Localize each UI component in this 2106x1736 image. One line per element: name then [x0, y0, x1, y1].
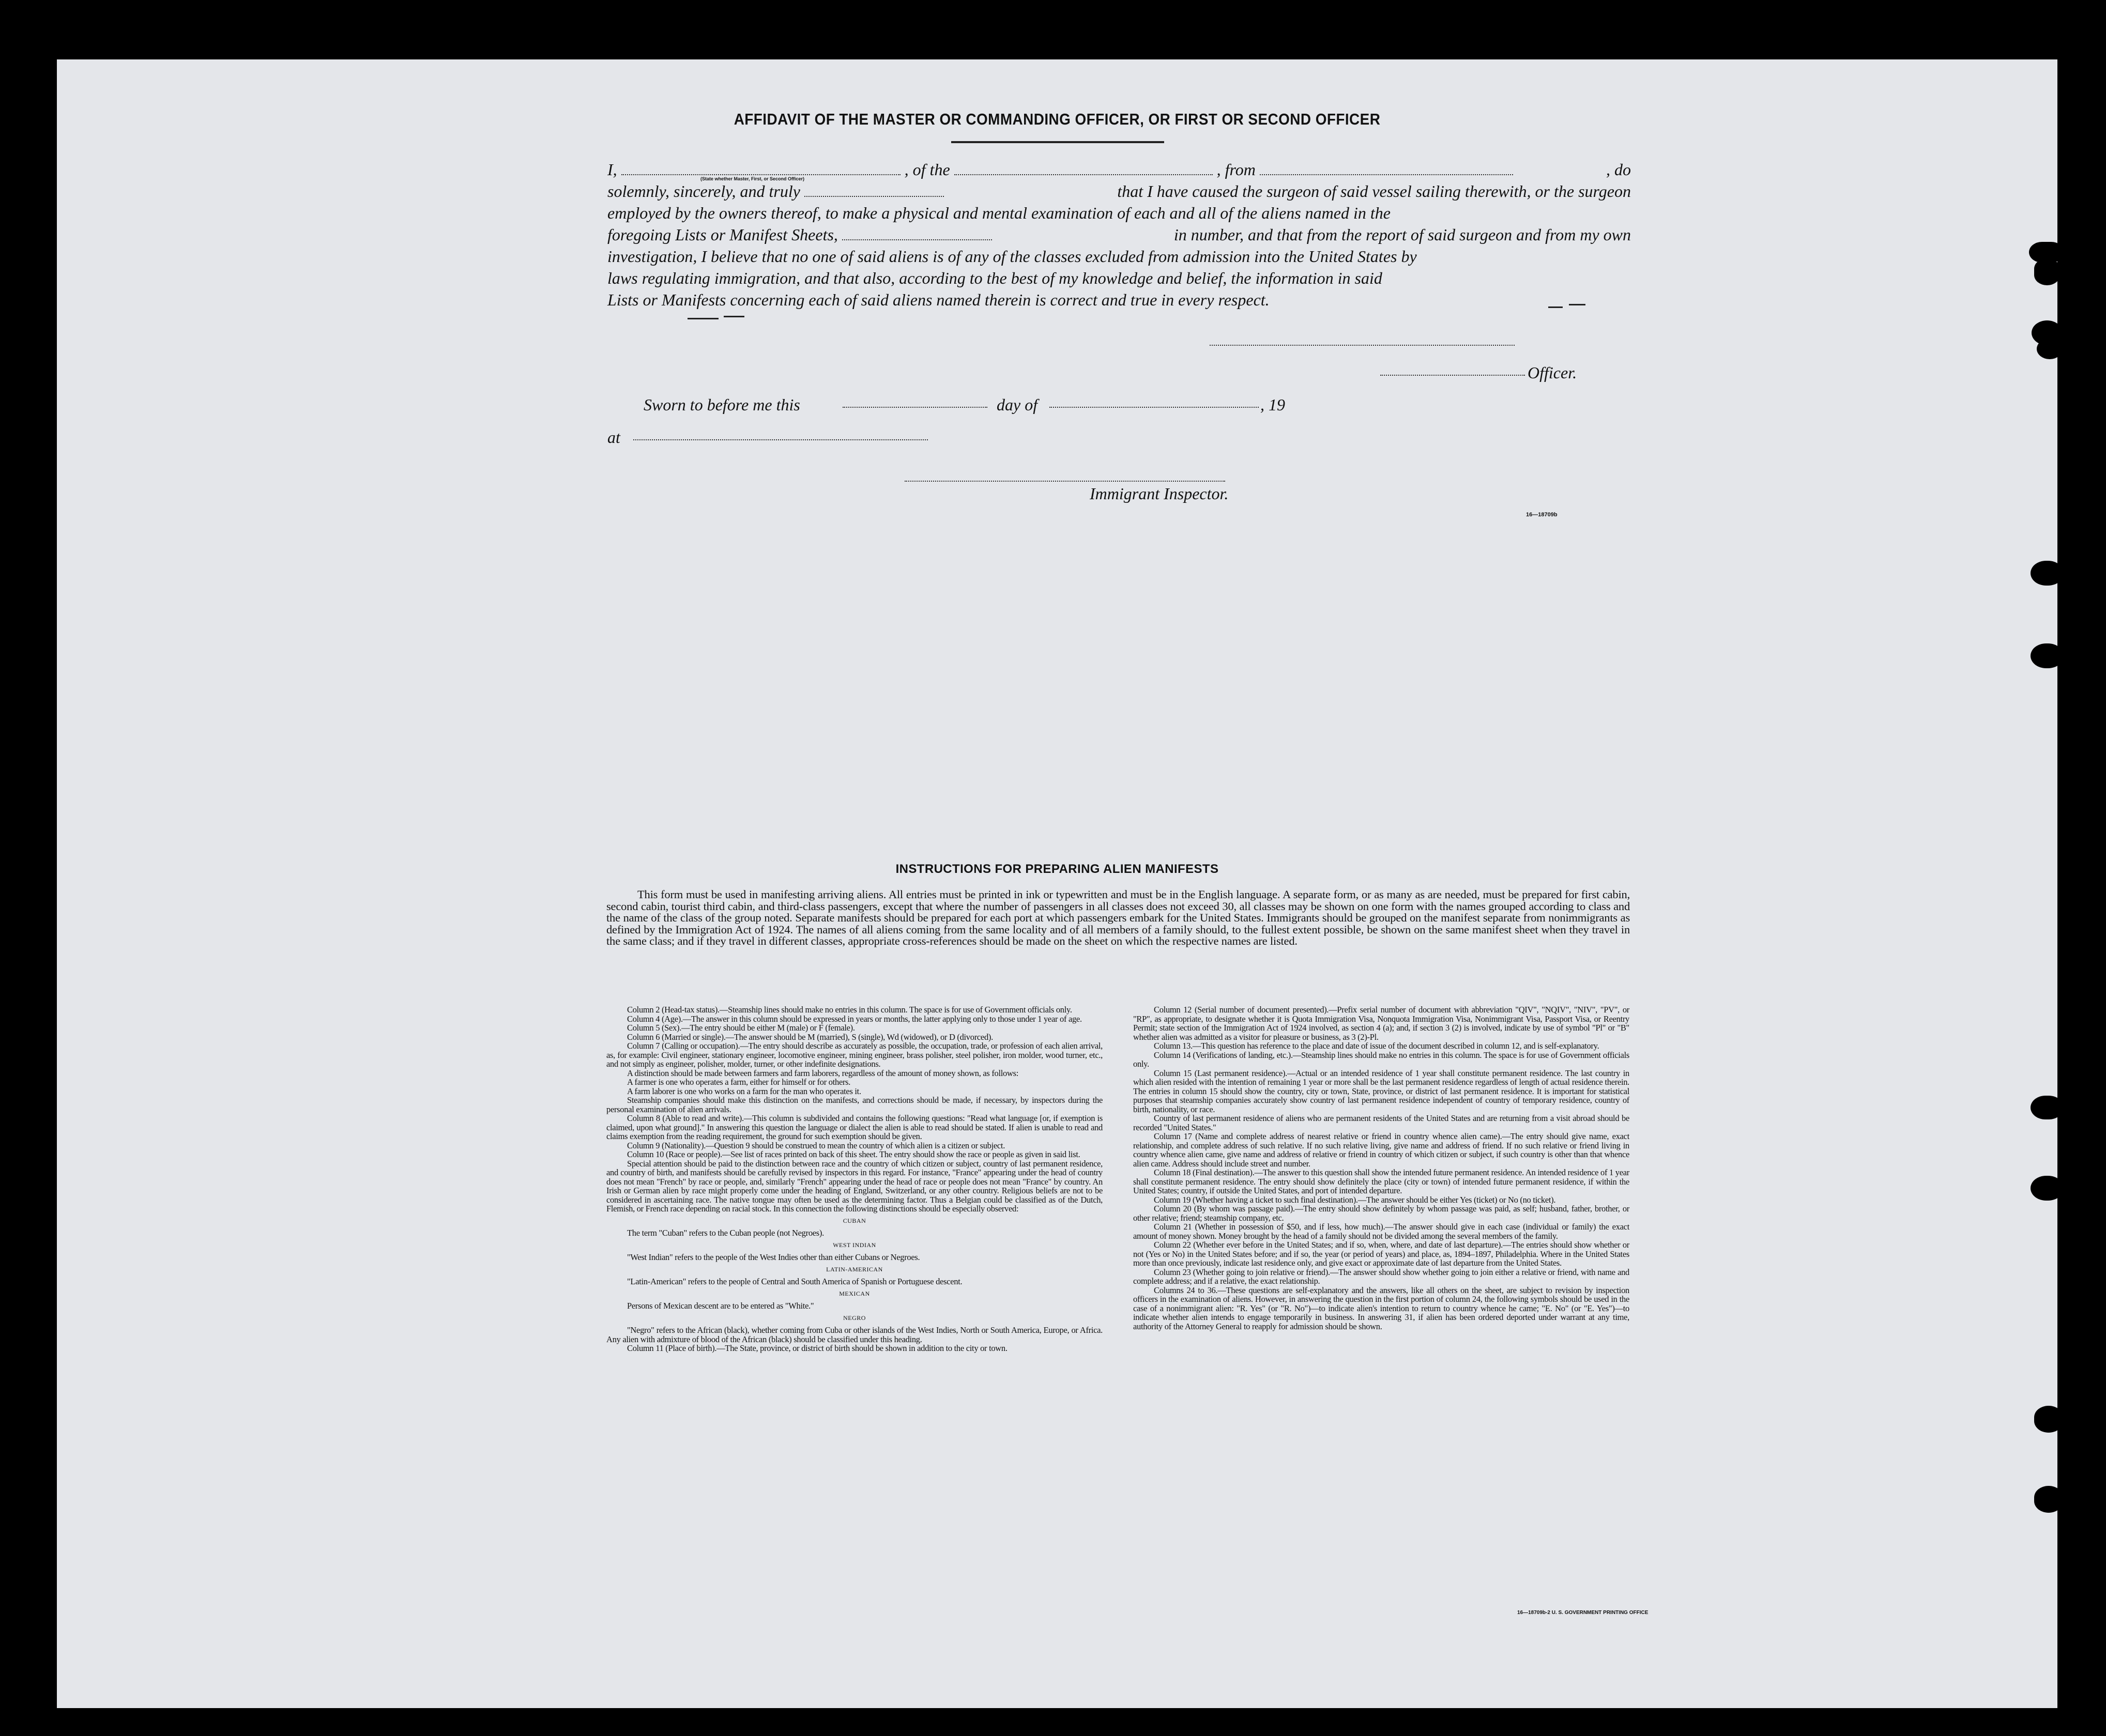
instruction-paragraph: Column 6 (Married or single).—The answer should be M (married), S (single), Wd (widowed), or D (divorced).: [627, 1032, 993, 1042]
cuban-text: The term "Cuban" refers to the Cuban people (not Negroes).: [627, 1228, 824, 1238]
instruction-paragraph: A distinction should be made between farmers and farm laborers, regardless of the amount of money shown, as follows:: [627, 1068, 1018, 1078]
affidavit-form-number: 16—18709b: [1526, 512, 1558, 518]
instruction-paragraph: A farm laborer is one who works on a farm for the man who operates it.: [627, 1086, 861, 1096]
form-sheet: [57, 59, 2057, 1708]
instruction-paragraph: Column 22 (Whether ever before in the United States; and if so, when, where, and date of last departure).—The entries should show whether or not (Yes or No) in the United States before; and if so, the year (or period of years) and place, as, 1894–1897, Philadelphia. Where in the United States more than once previously, indicate last residence only, and give exact or approximate date of last departure from the United States.: [1133, 1240, 1629, 1268]
instructions-title: INSTRUCTIONS FOR PREPARING ALIEN MANIFESTS: [895, 862, 1219, 876]
aff-in-number-text: in number, and that from the report of said surgeon and from my own: [1173, 225, 1631, 244]
affidavit-line-4: [607, 224, 1631, 245]
vessel-field[interactable]: [954, 161, 1213, 175]
instruction-paragraph: Steamship companies should make this distinction on the manifests, and corrections should be made, if necessary, by inspectors during the personal examination of alien arrivals.: [606, 1095, 1103, 1114]
aff-i-text: I,: [607, 160, 617, 179]
punch-hole: [2034, 1406, 2063, 1433]
pen-mark: [688, 318, 719, 319]
affidavit-line-3: [607, 202, 1631, 224]
instruction-paragraph: Column 2 (Head-tax status).—Steamship lines should make no entries in this column. The space is for use of Government officials only.: [627, 1005, 1072, 1015]
sworn-label: Sworn to before me this: [644, 395, 800, 414]
title-rule: [951, 141, 1164, 143]
sworn-month-field[interactable]: [1049, 407, 1259, 408]
officer-rank-field[interactable]: [621, 161, 901, 175]
aff-from-text: , from: [1216, 160, 1256, 179]
negro-heading: NEGRO: [843, 1314, 866, 1322]
affidavit-title: AFFIDAVIT OF THE MASTER OR COMMANDING OFFICER, OR FIRST OR SECOND OFFICER: [734, 110, 1381, 128]
negro-text: "Negro" refers to the African (black), whether coming from Cuba or other islands of the West Indies, North or South America, Europe, or Africa. Any alien with admixture of blood of the African (black) should be classified under this heading.: [606, 1325, 1103, 1344]
instructions-left-column: [606, 1005, 1103, 1353]
day-of-label: day of: [997, 395, 1038, 414]
from-port-field[interactable]: [1260, 161, 1513, 175]
aff-line-6-text: laws regulating immigration, and that also, according to the best of my knowledge and belief, the information in said: [607, 269, 1382, 287]
aff-lists-text: foregoing Lists or Manifest Sheets,: [607, 225, 838, 244]
punch-hole: [2034, 258, 2060, 285]
affidavit-line-5: [607, 245, 1631, 267]
at-label: at: [607, 428, 620, 447]
instruction-paragraph: Column 17 (Name and complete address of nearest relative or friend in country whence alien came).—The entry should give name, exact relationship, and complete address of such relative. If no such relative living, give name and address of friend. If no such relative or friend living in country whence alien came, give name and address of relative or friend in country of which citizen or subject, if such country is other than that whence alien came. Address should include street and number.: [1133, 1131, 1629, 1169]
aff-line-7-text: Lists or Manifests concerning each of said aliens named therein is correct and true in every respect.: [607, 290, 1270, 309]
sworn-day-field[interactable]: [843, 407, 987, 408]
column-11-text: Column 11 (Place of birth).—The State, province, or district of birth should be shown in addition to the city or town.: [627, 1343, 1008, 1353]
instruction-paragraph: Column 7 (Calling or occupation).—The entry should describe as accurately as possible, the occupation, trade, or profession of each alien arrival, as, for example: Civil engineer, stationary engineer, locomotive engineer, mining engineer, brass polisher, steel polisher, iron molder, wood turner, etc., and not simply as engineer, polisher, molder, turner, or other indefinite designations.: [606, 1041, 1103, 1069]
aff-do-text: , do: [1606, 160, 1631, 179]
aff-surgeon-text: that I have caused the surgeon of said vessel sailing therewith, or the surgeon: [1117, 182, 1631, 201]
instruction-paragraph: Column 13.—This question has reference to the place and date of issue of the document described in column 12, and is self-explanatory.: [1154, 1041, 1599, 1051]
instruction-paragraph: Column 15 (Last permanent residence).—Actual or an intended residence of 1 year shall constitute permanent residence. The last country in which alien resided with the intention of remaining 1 year or more shall be the last permanent residence regardless of length of actual residence therein. The entries in column 15 should show the country, city or town, State, province, or district of last permanent residence. It is important for statistical purposes that steamship companies accurately show country of last permanent residence independent of country of temporary residence, country of birth, nationality, or race.: [1133, 1068, 1629, 1114]
year-prefix-label: , 19: [1260, 395, 1285, 414]
instruction-paragraph: Special attention should be paid to the distinction between race and the country of which citizen or subject, country of last permanent residence, and country of birth, and manifests should be carefully revised by inspectors in this regard. For instance, "France" appearing under the head of country does not mean "French" by race or people, and, similarly "French" appearing under the head of race or people does not mean "France" by country. An Irish or German alien by race might properly come under the heading of England, Switzerland, or any other country. Religious beliefs are not to be considered in ascertaining race. The native tongue may often be used as the determining factor. Thus a Belgian could be classified as of the Dutch, Flemish, or French race depending on racial stock. In this connection the following distinctions should be especially observed:: [606, 1158, 1103, 1213]
pen-mark: [724, 316, 744, 317]
mexican-text: Persons of Mexican descent are to be entered as "White.": [627, 1301, 814, 1311]
affidavit-line-7: [607, 289, 1631, 311]
mexican-heading: MEXICAN: [839, 1289, 870, 1297]
aff-line-5-text: investigation, I believe that no one of said aliens is of any of the classes excluded from admission into the United States by: [607, 247, 1417, 266]
swear-or-affirm-field[interactable]: [804, 182, 944, 197]
pen-mark: [1569, 304, 1585, 305]
instructions-right-column: [1133, 1005, 1629, 1331]
instruction-paragraph: Column 14 (Verifications of landing, etc.).—Steamship lines should make no entries in this column. The space is for use of Government officials only.: [1133, 1050, 1629, 1069]
sworn-place-field[interactable]: [633, 439, 928, 440]
officer-label: Officer.: [1528, 363, 1577, 382]
instruction-paragraph: Column 18 (Final destination).—The answer to this question shall show the intended future permanent residence. An intended residence of 1 year shall constitute permanent residence. The entry should show definitely the place (city or town) of intended future permanent residence, if within the United States; country, if outside the United States, and port of intended departure.: [1133, 1167, 1629, 1195]
instruction-paragraph: Column 23 (Whether going to join relative or friend).—The answer should show whether going to join either a relative or friend, with name and complete address; and if a relative, the exact relationship.: [1133, 1267, 1629, 1286]
inspector-label: Immigrant Inspector.: [1090, 484, 1229, 503]
instruction-paragraph: Column 9 (Nationality).—Question 9 should be construed to mean the country of which alien is a citizen or subject.: [627, 1140, 1005, 1150]
aff-of-the-text: , of the: [904, 160, 950, 179]
latin-american-heading: LATIN-AMERICAN: [826, 1265, 883, 1273]
punch-hole: [2037, 339, 2063, 359]
pen-mark: [1548, 306, 1563, 308]
west-indian-heading: WEST INDIAN: [833, 1241, 876, 1249]
cuban-heading: CUBAN: [843, 1217, 866, 1224]
instruction-paragraph: Column 19 (Whether having a ticket to such final destination).—The answer should be either Yes (ticket) or No (no ticket).: [1154, 1194, 1556, 1205]
instructions-footer: 16—18709b-2 U. S. GOVERNMENT PRINTING OFFICE: [1517, 1610, 1649, 1616]
instruction-paragraph: Column 12 (Serial number of document presented).—Prefix serial number of document with abbreviation "QIV", "NQIV", "NIV", "PV", or "RP", as appropriate, to designate whether it is Quota Immigration Visa, Nonquota Immigration Visa, Nonimmigrant Visa, Passport Visa, or Reentry Permit; state section of the Immigration Act of 1924 involved, as section 4 (a); and, if section 3 (2) is involved, indicate by use of symbol "Pl" or "B" whether alien was admitted as a visitor for pleasure or business, as 3 (2)-Pl.: [1133, 1005, 1629, 1042]
officer-signature-line[interactable]: [1210, 345, 1515, 346]
affidavit-body: [607, 159, 1631, 311]
aff-line-3-text: employed by the owners thereof, to make a physical and mental examination of each and all of the aliens named in the: [607, 204, 1391, 222]
instruction-paragraph: Column 4 (Age).—The answer in this column should be expressed in years or months, the latter applying only to those under 1 year of age.: [627, 1013, 1082, 1024]
officer-rank-note: (State whether Master, First, or Second Officer): [700, 176, 805, 181]
punch-hole: [2031, 561, 2064, 586]
west-indian-text: "West Indian" refers to the people of the West Indies other than either Cubans or Negroes.: [627, 1252, 920, 1262]
affidavit-line-2: [607, 180, 1631, 202]
punch-hole: [2031, 1176, 2064, 1201]
instruction-paragraph: A farmer is one who operates a farm, either for himself or for others.: [627, 1077, 851, 1087]
instruction-paragraph: Column 20 (By whom was passage paid).—The entry should show definitely by whom passage was paid, as self; husband, father, brother, or other relative; friend; steamship company, etc.: [1133, 1204, 1629, 1223]
instructions-intro: This form must be used in manifesting arriving aliens. All entries must be printed in ink or typewritten and must be in the English language. A separate form, or as many as are needed, must be prepared for first cabin, second cabin, tourist third cabin, and third-class passengers, except that where the number of passengers in all classes does not exceed 30, all classes may be shown on one form with the names grouped according to class and the name of the class of the group noted. Separate manifests should be prepared for each port at which passengers embark for the United States. Immigrants should be grouped on the manifest separate from nonimmigrants as defined by the Immigration Act of 1924. The names of all aliens coming from the same locality and of all members of a family should, to the fullest extent possible, be shown on the same manifest sheet when they travel in the same class; and if they travel in different classes, appropriate cross-references should be made on the sheet on which the respective names are listed.: [606, 888, 1630, 948]
punch-hole: [2031, 1096, 2064, 1119]
instruction-paragraph: Column 10 (Race or people).—See list of races printed on back of this sheet. The entry should show the race or people as given in said list.: [627, 1149, 1080, 1159]
number-of-sheets-field[interactable]: [842, 226, 992, 240]
inspector-signature-line[interactable]: [905, 481, 1225, 482]
instruction-paragraph: Column 8 (Able to read and write).—This column is subdivided and contains the following questions: "Read what language [or, if exemption is claimed, upon what ground]." In answering this question the language or dialect the alien is able to read should be stated. If alien is unable to read and claims exemption from the reading requirement, the ground for such exemption should be given.: [606, 1113, 1103, 1141]
aff-solemnly-text: solemnly, sincerely, and truly: [607, 182, 800, 201]
instruction-paragraph: Columns 24 to 36.—These questions are self-explanatory and the answers, like all others on the sheet, are subject to revision by inspection officers in the examination of aliens. However, in answering the question in the first portion of column 24, the following symbols should be used in the case of a nonimmigrant alien: "R. Yes" (or "R. No")—to indicate alien's intention to return to country whence he came; "E. No" (or "E. Yes")—to indicate whether alien intends to engage temporarily in business. In answering 31, if alien has been ordered deported under warrant at any time, authority of the Attorney General to reapply for admission should be shown.: [1133, 1285, 1629, 1331]
latin-american-text: "Latin-American" refers to the people of Central and South America of Spanish or Portuguese descent.: [627, 1277, 963, 1286]
punch-hole: [2031, 643, 2064, 668]
affidavit-line-6: [607, 267, 1631, 289]
punch-hole: [2034, 1486, 2063, 1513]
instruction-paragraph: Column 21 (Whether in possession of $50, and if less, how much).—The answer should give in each case (individual or family) the exact amount of money shown. Money brought by the head of a family should not be divided among the several members of the family.: [1133, 1222, 1629, 1241]
instruction-paragraph: Country of last permanent residence of aliens who are permanent residents of the United States and are returning from a visit abroad should be recorded "United States.": [1133, 1113, 1629, 1132]
instruction-paragraph: Column 5 (Sex).—The entry should be either M (male) or F (female).: [627, 1023, 855, 1033]
officer-title-line[interactable]: [1380, 375, 1525, 376]
